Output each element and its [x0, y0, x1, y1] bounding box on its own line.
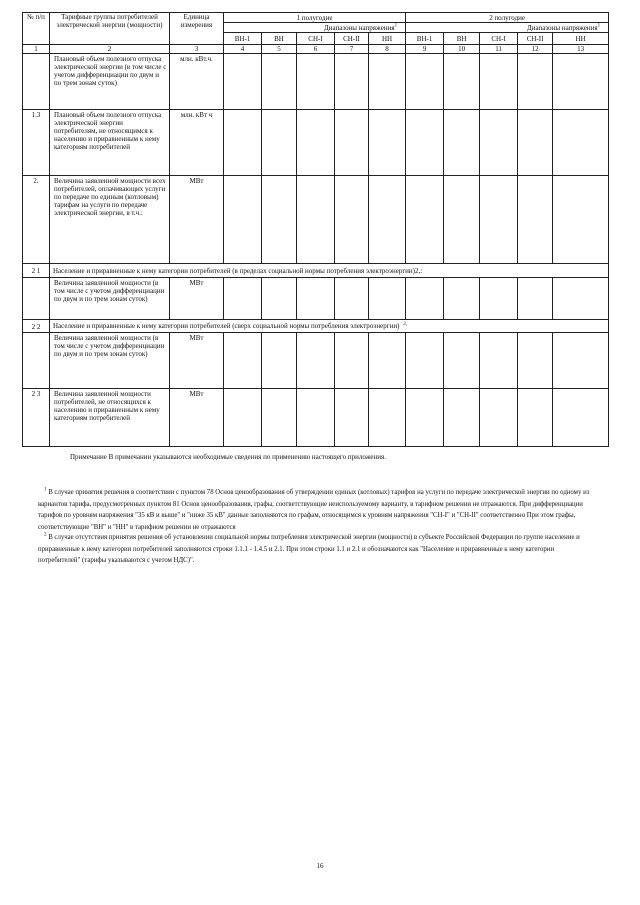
- column-number: 6: [297, 45, 335, 54]
- page-number: 16: [316, 862, 324, 870]
- table-row: [23, 110, 609, 176]
- column-number: 7: [335, 45, 369, 54]
- voltage-col-label: СН-I: [297, 33, 335, 45]
- value-cell: [518, 389, 553, 447]
- value-cell: [335, 389, 369, 447]
- value-cell: [369, 110, 406, 176]
- column-number: 2: [50, 45, 170, 54]
- value-cell: [518, 333, 553, 389]
- row-unit: млн. кВт.ч.: [170, 54, 224, 110]
- row-unit: МВт: [170, 389, 224, 447]
- section-title: Население и приравненные к нему категории потребителей (в пределах социальной нормы потребления электроэнергии)2,:: [50, 264, 609, 278]
- table-row: [23, 333, 609, 389]
- header-ranges-2: Диапазоны напряжения$^1$: [406, 23, 609, 33]
- tariff-table-wrapper: [22, 12, 609, 461]
- value-cell: [224, 333, 262, 389]
- row-number: [23, 278, 50, 320]
- value-cell: [553, 176, 609, 264]
- value-cell: [262, 333, 297, 389]
- header-half2: 2 полугодие: [406, 13, 609, 23]
- voltage-col-label: СН-II: [518, 33, 553, 45]
- voltage-col-label: НН: [369, 33, 406, 45]
- value-cell: [262, 54, 297, 110]
- value-cell: [297, 54, 335, 110]
- value-cell: [406, 278, 444, 320]
- value-cell: [262, 389, 297, 447]
- value-cell: [480, 110, 518, 176]
- value-cell: [224, 110, 262, 176]
- value-cell: [444, 176, 480, 264]
- value-cell: [553, 110, 609, 176]
- value-cell: [444, 389, 480, 447]
- section-row: [23, 320, 609, 333]
- value-cell: [224, 389, 262, 447]
- header-unit: Единица измерения: [170, 13, 224, 45]
- value-cell: [444, 333, 480, 389]
- value-cell: [369, 176, 406, 264]
- value-cell: [369, 389, 406, 447]
- row-unit: МВт: [170, 278, 224, 320]
- value-cell: [224, 54, 262, 110]
- value-cell: [553, 333, 609, 389]
- row-unit: млн. кВт ч: [170, 110, 224, 176]
- value-cell: [369, 278, 406, 320]
- value-cell: [553, 278, 609, 320]
- row-description: Величина заявленной мощности (в том числе с учетом дифференциации по двум и по трем зонам суток): [50, 333, 170, 389]
- value-cell: [262, 176, 297, 264]
- row-description: Плановый объем полезного отпуска электрической энергии потребителям, не относящимся к населению и приравненным к нему категориям потребителей: [50, 110, 170, 176]
- value-cell: [335, 176, 369, 264]
- row-unit: МВт: [170, 333, 224, 389]
- value-cell: [406, 389, 444, 447]
- value-cell: [553, 389, 609, 447]
- value-cell: [480, 54, 518, 110]
- row-description: Величина заявленной мощности (в том числе с учетом дифференциации по двум и по трем зонам суток): [50, 278, 170, 320]
- value-cell: [262, 278, 297, 320]
- value-cell: [335, 54, 369, 110]
- row-number: 2 2: [23, 320, 50, 333]
- value-cell: [406, 110, 444, 176]
- column-number: 4: [224, 45, 262, 54]
- column-number: 1: [23, 45, 50, 54]
- value-cell: [406, 333, 444, 389]
- value-cell: [369, 333, 406, 389]
- value-cell: [297, 333, 335, 389]
- column-number: 12: [518, 45, 553, 54]
- column-number: 8: [369, 45, 406, 54]
- header-ranges-1: Диапазоны напряжения$^1$: [224, 23, 406, 33]
- row-number: 2.: [23, 176, 50, 264]
- value-cell: [444, 110, 480, 176]
- value-cell: [335, 278, 369, 320]
- value-cell: [518, 278, 553, 320]
- value-cell: [444, 278, 480, 320]
- row-description: Величина заявленной мощности потребителей, не относящихся к населению и приравненным к нему категориям потребителей: [50, 389, 170, 447]
- table-row: [23, 176, 609, 264]
- header-half1: 1 полугодие: [224, 13, 406, 23]
- header-groups: Тарифные группы потребителей электрической энергии (мощности): [50, 13, 170, 45]
- voltage-col-label: ВН: [262, 33, 297, 45]
- header-num: № п/п: [23, 13, 50, 45]
- column-number: 10: [444, 45, 480, 54]
- voltage-col-label: СН-II: [335, 33, 369, 45]
- column-number: 9: [406, 45, 444, 54]
- value-cell: [335, 110, 369, 176]
- row-unit: МВт: [170, 176, 224, 264]
- table-row: [23, 389, 609, 447]
- voltage-col-label: СН-I: [480, 33, 518, 45]
- tariff-table: [22, 12, 609, 447]
- value-cell: [480, 333, 518, 389]
- value-cell: [224, 176, 262, 264]
- voltage-col-label: ВН-1: [406, 33, 444, 45]
- value-cell: [262, 110, 297, 176]
- value-cell: [480, 389, 518, 447]
- voltage-col-label: НН: [553, 33, 609, 45]
- value-cell: [297, 176, 335, 264]
- value-cell: [518, 54, 553, 110]
- section-title: Население и приравненные к нему категории потребителей (сверх социальной нормы потребления электроэнергии) $^{2,}$: [50, 320, 609, 333]
- table-row: [23, 278, 609, 320]
- value-cell: [224, 278, 262, 320]
- voltage-col-label: ВН-1: [224, 33, 262, 45]
- row-number: 1.3: [23, 110, 50, 176]
- footnote-2: $^2$ В случае отсутствия принятия решения об установлении социальной нормы потребления электрической энергии (мощности) в субъекте Российской Федерации по группе население и приравненные к нему категории потребителей заполняются строки 1.1.1 - 1.4.5 и 2.1. При этом строки 1.1 и 2.1 и обозначаются как "Население и приравненные к нему категории потребителей" (тарифы указываются с учетом НДС)".: [38, 532, 580, 564]
- voltage-col-label: ВН: [444, 33, 480, 45]
- value-cell: [480, 176, 518, 264]
- value-cell: [297, 110, 335, 176]
- footnote-1: $^1$ В случае принятия решения в соответствии с пунктом 78 Основ ценообразования об утверждении единых (котловых) тарифов на услуги по передаче электрической энергии по одному из вариантов тарифа, предусмотренных пунктом 81 Основ ценообразования, графы, соответствующие неиспользуемому варианту, в тарифном решении не отражаются. При дифференциации тарифов по уровням напряжения "35 кВ и выше" и "ниже 35 кВ" данные заполняются по графам, относящимся к уровням напряжения "СН-I" и "СН-II" соответственно При этом графы, соответствующие "ВН" и "НН" в тарифном решении не отражаются: [38, 487, 590, 531]
- row-number: [23, 333, 50, 389]
- value-cell: [297, 278, 335, 320]
- row-description: Величина заявленной мощности всех потребителей, оплачивающих услуги по передаче по единым (котловым) тарифам на услуги по передаче электрической энергии, в т.ч.:: [50, 176, 170, 264]
- value-cell: [335, 333, 369, 389]
- value-cell: [518, 110, 553, 176]
- table-row: [23, 54, 609, 110]
- row-number: 2 3: [23, 389, 50, 447]
- value-cell: [444, 54, 480, 110]
- column-number: 3: [170, 45, 224, 54]
- section-row: [23, 264, 609, 278]
- note: Примечание В примечании указываются необходимые сведения по применению настоящего приложения.: [70, 453, 387, 461]
- value-cell: [406, 176, 444, 264]
- value-cell: [553, 54, 609, 110]
- row-number: 2 1: [23, 264, 50, 278]
- value-cell: [406, 54, 444, 110]
- column-number: 13: [553, 45, 609, 54]
- value-cell: [480, 278, 518, 320]
- row-description: Плановый объем полезного отпуска электрической энергии (в том числе с учетом дифференциации по двум и по трем зонам суток): [50, 54, 170, 110]
- value-cell: [369, 54, 406, 110]
- value-cell: [297, 389, 335, 447]
- value-cell: [518, 176, 553, 264]
- row-number: [23, 54, 50, 110]
- column-number: 11: [480, 45, 518, 54]
- column-number: 5: [262, 45, 297, 54]
